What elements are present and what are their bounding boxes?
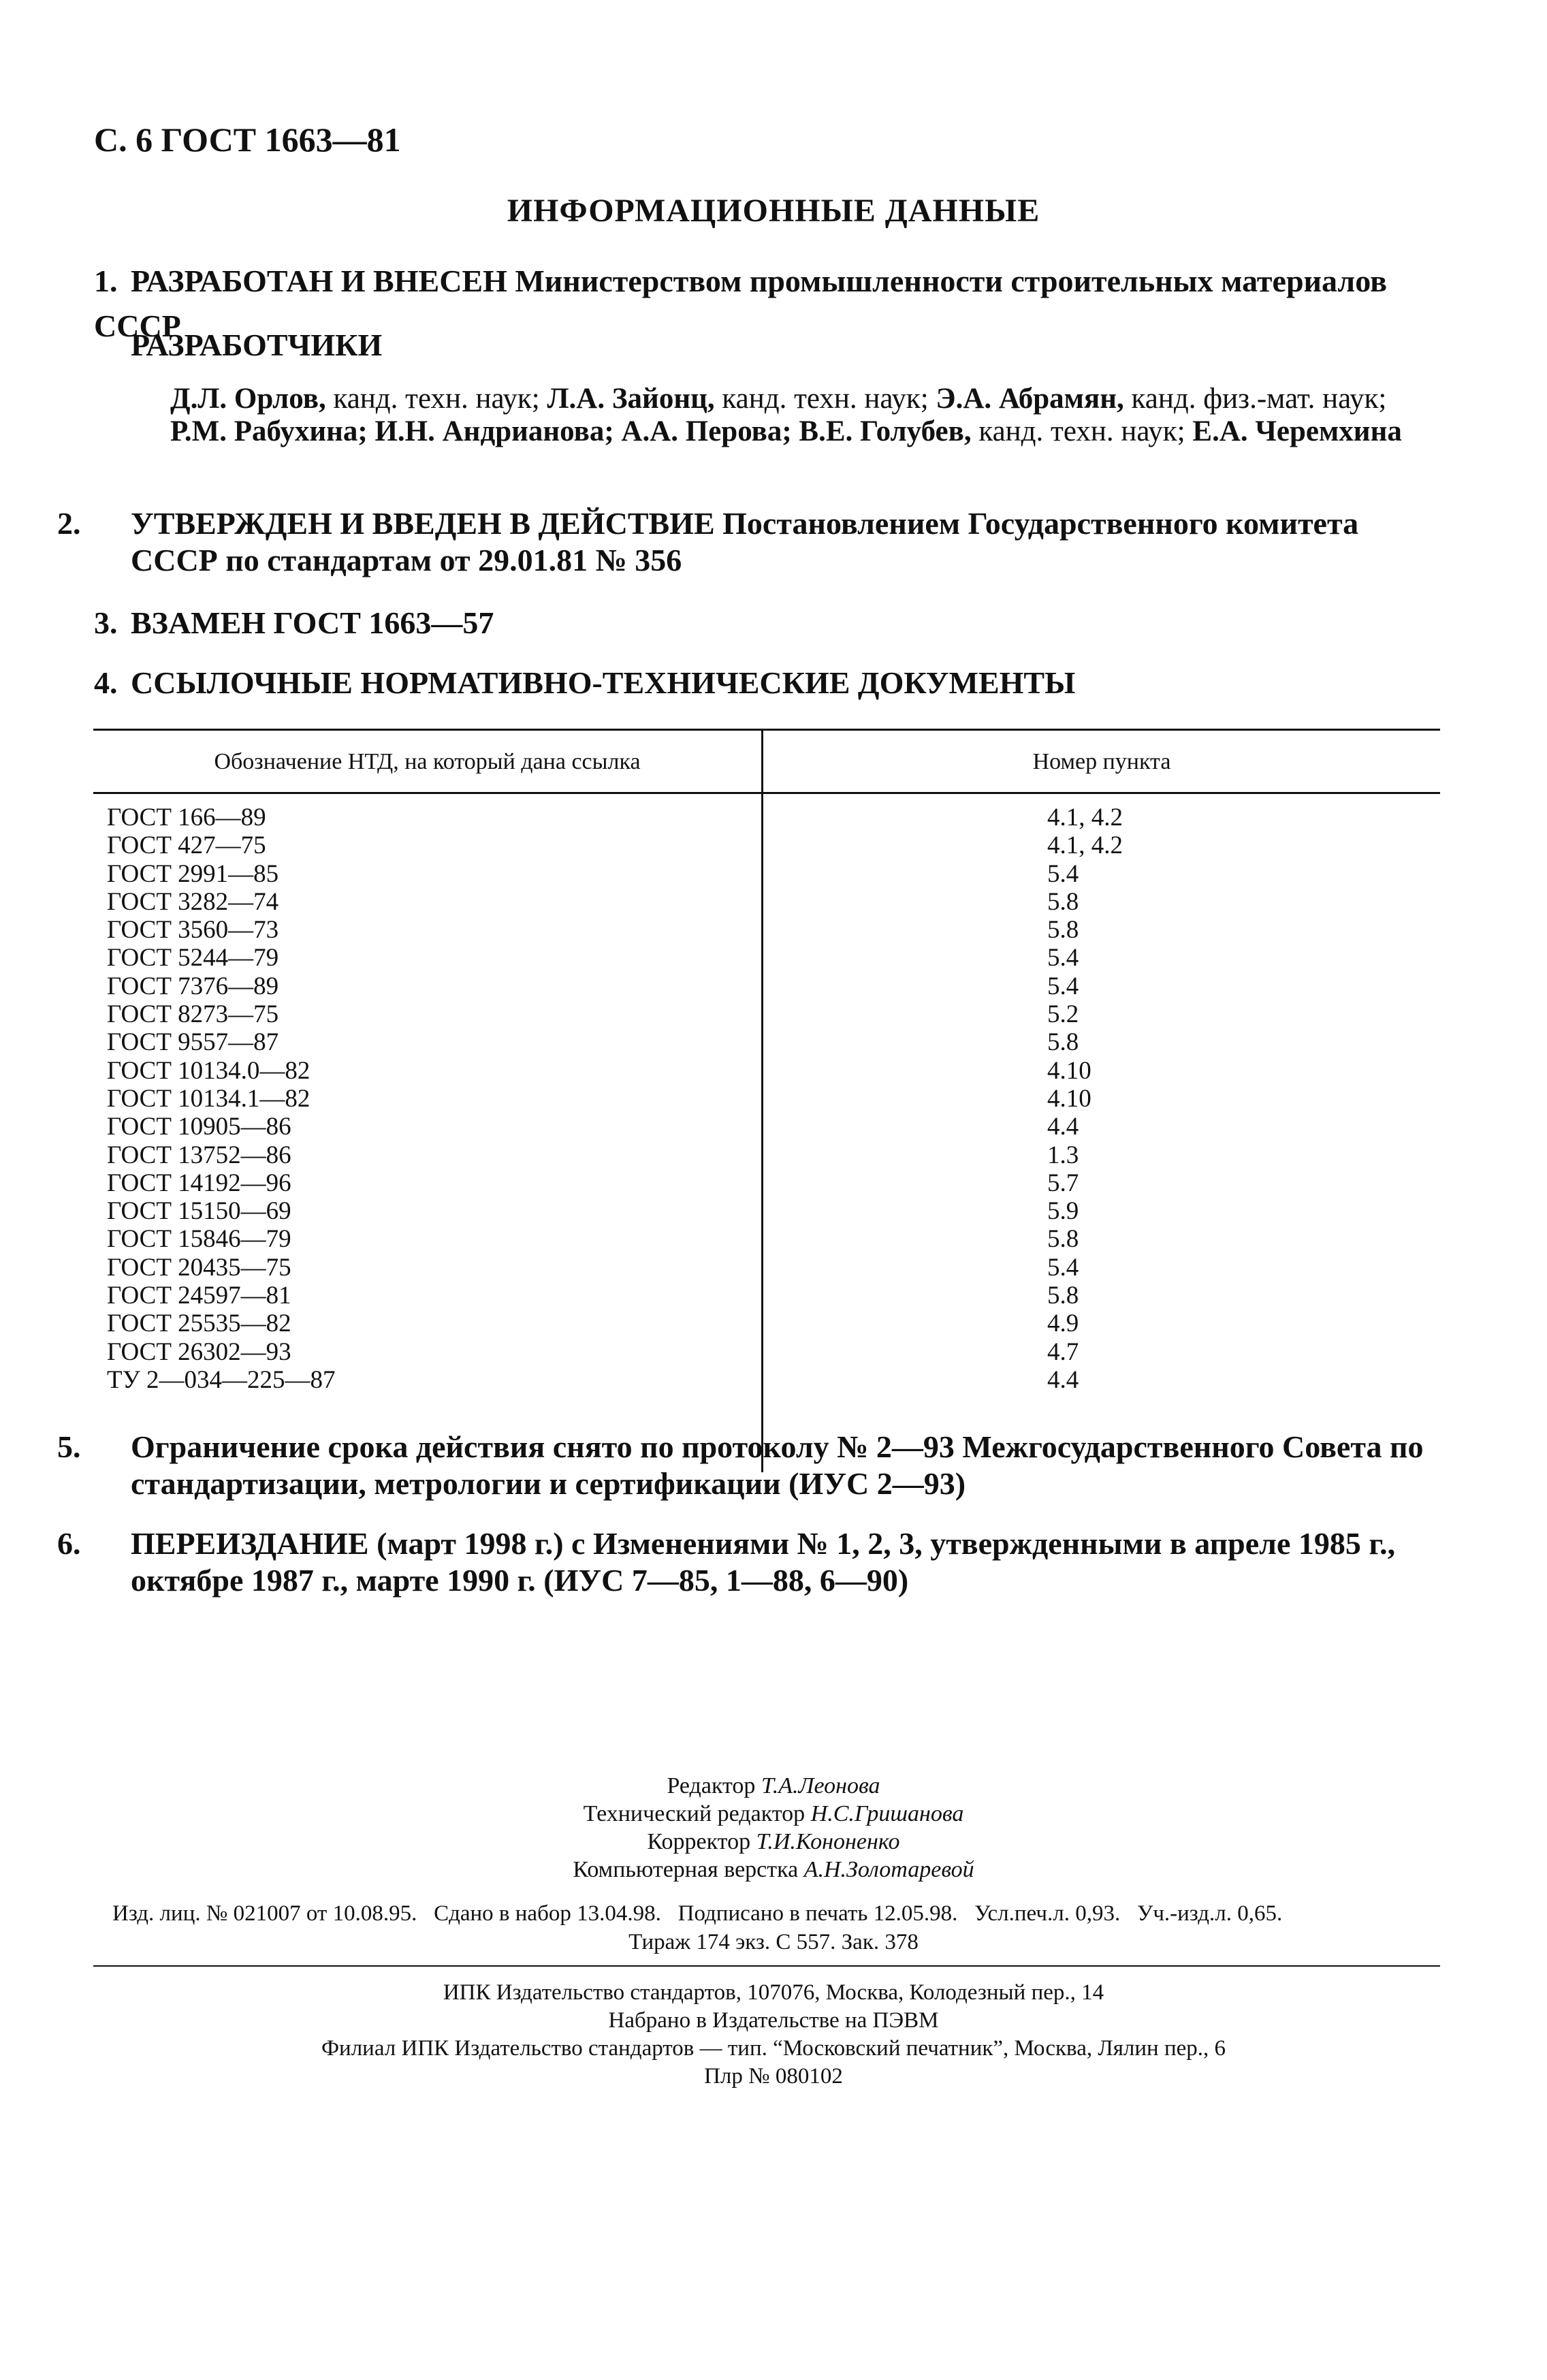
table-cell-document: ГОСТ 25535—82 <box>107 1310 291 1338</box>
section-4-text: ССЫЛОЧНЫЕ НОРМАТИВНО-ТЕХНИЧЕСКИЕ ДОКУМЕНТЫ <box>131 665 1076 700</box>
table-cell-item: 5.4 <box>1047 944 1079 972</box>
developers-label: РАЗРАБОТЧИКИ <box>131 328 383 362</box>
table-cell-item: 5.8 <box>1047 1028 1079 1057</box>
staff-name: Т.И.Кононенко <box>756 1829 900 1854</box>
staff-role: Корректор <box>647 1829 751 1854</box>
table-cell-document: ГОСТ 166—89 <box>107 804 266 831</box>
table-cell-document: ГОСТ 26302—93 <box>107 1337 291 1366</box>
table-cell-item: 4.4 <box>1047 1365 1079 1394</box>
developers-list <box>170 383 1437 448</box>
imprint-line-2: Тираж 174 экз. С 557. Зак. 378 <box>628 1930 919 1954</box>
table-cell-document: ГОСТ 15846—79 <box>107 1225 291 1254</box>
table-cell-item: 4.9 <box>1047 1310 1079 1338</box>
table-cell-item: 4.10 <box>1047 1084 1091 1113</box>
page-header: С. 6 ГОСТ 1663—81 <box>94 121 401 159</box>
developer-title: канд. техн. наук; <box>971 415 1193 447</box>
section-6-number: 6. <box>57 1526 81 1561</box>
section-6-text: ПЕРЕИЗДАНИЕ (март 1998 г.) с Изменениями № 1, 2, 3, утвержденными в апреле 1985 г., октябре 1987 г., марте 1990 г. (ИУС 7—85, 1—88, 6—90) <box>131 1526 1396 1598</box>
table-cell-document: ГОСТ 8273—75 <box>107 1000 279 1029</box>
section-4-number: 4. <box>94 665 118 700</box>
table-cell-document: ГОСТ 2991—85 <box>107 859 279 888</box>
table-cell-document: ГОСТ 13752—86 <box>107 1141 291 1169</box>
staff-role: Технический редактор <box>583 1801 806 1826</box>
table-cell-document: ТУ 2—034—225—87 <box>107 1365 336 1394</box>
table-cell-item: 5.4 <box>1047 859 1079 888</box>
table-cell-document: ГОСТ 15150—69 <box>107 1197 291 1226</box>
table-cell-document: ГОСТ 427—75 <box>107 831 266 860</box>
section-3 <box>94 601 1446 646</box>
publisher-line: ИПК Издательство стандартов, 107076, Москва, Колодезный пер., 14 <box>443 1980 1104 2005</box>
staff-role: Компьютерная верстка <box>573 1857 799 1882</box>
table-cell-document: ГОСТ 7376—89 <box>107 972 279 1000</box>
developer-name: Р.М. Рабухина; И.Н. Андрианова; А.А. Перова; В.Е. Голубев, <box>170 415 972 447</box>
table-cell-item: 4.7 <box>1047 1337 1079 1366</box>
table-cell-document: ГОСТ 14192—96 <box>107 1169 291 1197</box>
section-5-text: Ограничение срока действия снято по протоколу № 2—93 Межгосударственного Совета по стандартизации, метрологии и сертификации (ИУС 2—93) <box>131 1429 1424 1501</box>
developer-name: Д.Л. Орлов, <box>170 383 326 415</box>
table-document-column <box>107 804 747 1394</box>
table-top-rule <box>93 729 1440 731</box>
imprint-rule <box>93 1965 1440 1967</box>
staff-credits <box>0 1772 1547 1884</box>
section-3-number: 3. <box>94 605 118 640</box>
staff-name: А.Н.Золотаревой <box>803 1857 974 1882</box>
section-2-body: Постановлением Государственного комитета СССР по стандартам от 29.01.81 № 356 <box>131 506 1359 577</box>
table-cell-document: ГОСТ 9557—87 <box>107 1028 279 1057</box>
staff-line <box>0 1772 1547 1800</box>
staff-line <box>0 1856 1547 1884</box>
table-item-column <box>1047 804 1388 1394</box>
table-cell-item: 5.2 <box>1047 1000 1079 1029</box>
section-5-number: 5. <box>57 1429 81 1464</box>
section-2 <box>57 505 1446 579</box>
section-1-number: 1. <box>94 264 118 298</box>
developer-name: Е.А. Черемхина <box>1192 415 1402 447</box>
publisher-line: Филиал ИПК Издательство стандартов — тип. “Московский печатник”, Москва, Лялин пер., 6 <box>321 2036 1226 2061</box>
table-column-divider <box>761 729 763 1472</box>
developer-name: Э.А. Абрамян, <box>936 383 1124 415</box>
developer-title: канд. техн. наук; <box>325 383 547 415</box>
publisher-line: Плр № 080102 <box>704 2064 843 2089</box>
publisher-info <box>0 1979 1547 2091</box>
table-cell-item: 5.8 <box>1047 1225 1079 1254</box>
table-cell-document: ГОСТ 24597—81 <box>107 1282 291 1310</box>
table-cell-item: 5.8 <box>1047 916 1079 945</box>
table-cell-item: 5.7 <box>1047 1169 1079 1197</box>
table-cell-item: 5.4 <box>1047 972 1079 1000</box>
staff-name: Т.А.Леонова <box>761 1773 880 1798</box>
table-cell-item: 5.8 <box>1047 1282 1079 1310</box>
section-5 <box>57 1429 1446 1502</box>
table-header-item: Номер пункта <box>1032 749 1171 774</box>
section-1-body: Министерством промышленности строительных материалов СССР <box>94 264 1387 343</box>
table-cell-item: 4.1, 4.2 <box>1047 831 1123 860</box>
section-4 <box>94 661 1446 705</box>
table-cell-document: ГОСТ 10134.1—82 <box>107 1084 310 1113</box>
table-cell-item: 1.3 <box>1047 1141 1079 1169</box>
staff-role: Редактор <box>667 1773 756 1798</box>
table-cell-item: 4.4 <box>1047 1113 1079 1141</box>
table-cell-item: 5.4 <box>1047 1253 1079 1282</box>
table-cell-item: 4.1, 4.2 <box>1047 804 1123 831</box>
section-3-text: ВЗАМЕН ГОСТ 1663—57 <box>131 605 494 640</box>
table-cell-item: 5.8 <box>1047 887 1079 916</box>
section-2-heading: УТВЕРЖДЕН И ВВЕДЕН В ДЕЙСТВИЕ <box>131 506 715 541</box>
table-cell-document: ГОСТ 3560—73 <box>107 916 279 945</box>
table-cell-item: 5.9 <box>1047 1197 1079 1226</box>
publisher-line: Набрано в Издательстве на ПЭВМ <box>608 2008 939 2033</box>
table-cell-document: ГОСТ 10134.0—82 <box>107 1056 310 1085</box>
page-title: ИНФОРМАЦИОННЫЕ ДАННЫЕ <box>507 193 1040 229</box>
section-6 <box>57 1525 1446 1599</box>
table-cell-item: 4.10 <box>1047 1056 1091 1085</box>
table-header-rule <box>93 792 1440 794</box>
section-1-heading: РАЗРАБОТАН И ВНЕСЕН <box>131 264 507 298</box>
imprint-line-1: Изд. лиц. № 021007 от 10.08.95. Сдано в набор 13.04.98. Подписано в печать 12.05.98. Усл.печ.л. 0,93. Уч.-изд.л. 0,65. <box>112 1901 1283 1926</box>
staff-line <box>0 1828 1547 1856</box>
table-cell-document: ГОСТ 3282—74 <box>107 887 279 916</box>
developer-title: канд. физ.-мат. наук; <box>1123 383 1387 415</box>
developer-name: Л.А. Зайонц, <box>547 383 715 415</box>
staff-name: Н.С.Гришанова <box>810 1801 964 1826</box>
developer-title: канд. техн. наук; <box>714 383 936 415</box>
section-2-number: 2. <box>57 506 81 541</box>
staff-line <box>0 1800 1547 1828</box>
table-cell-document: ГОСТ 10905—86 <box>107 1113 291 1141</box>
table-cell-document: ГОСТ 20435—75 <box>107 1253 291 1282</box>
table-cell-document: ГОСТ 5244—79 <box>107 944 279 972</box>
table-header-document: Обозначение НТД, на который дана ссылка <box>214 749 641 774</box>
